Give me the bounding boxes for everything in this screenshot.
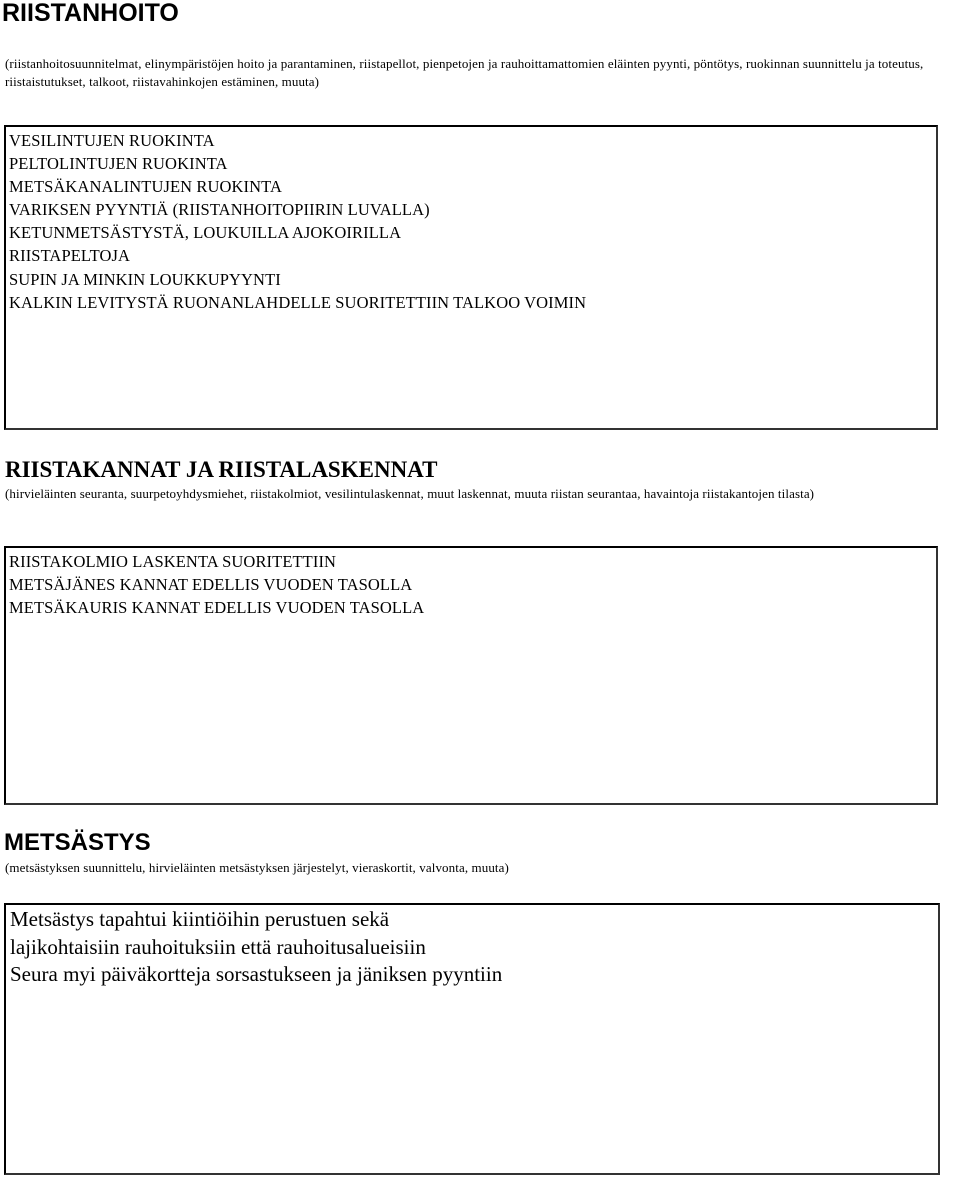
section-title-riistanhoito: RIISTANHOITO [2, 0, 179, 27]
section-title-riistakannat: RIISTAKANNAT JA RIISTALASKENNAT [5, 457, 438, 482]
list-riistanhoito [9, 129, 586, 314]
list-item: VARIKSEN PYYNTIÄ (RIISTANHOITOPIIRIN LUVALLA) [9, 200, 430, 220]
list-item: METSÄJÄNES KANNAT EDELLIS VUODEN TASOLLA [9, 575, 413, 595]
list-item: RIISTAKOLMIO LASKENTA SUORITETTIIN [9, 552, 337, 571]
section-subtitle-metsastys: (metsästyksen suunnittelu, hirvieläinten metsästyksen järjestelyt, vieraskortit, valvonta, muuta) [5, 860, 509, 875]
list-metsastys [10, 906, 502, 989]
list-item: METSÄKANALINTUJEN RUOKINTA [9, 177, 283, 197]
list-item: KALKIN LEVITYSTÄ RUONANLAHDELLE SUORITETTIIN TALKOO VOIMIN [9, 292, 587, 312]
section-subtitle-riistakannat: (hirvieläinten seuranta, suurpetoyhdysmiehet, riistakolmiot, vesilintulaskennat, muut laskennat, muuta riistan seurantaa, havaintoja riistakantojen tilasta) [5, 486, 815, 501]
section-subtitle-riistanhoito: (riistanhoitosuunnitelmat, elinympäristöjen hoito ja parantaminen, riistapellot, pienpetojen ja rauhoittamattomien eläinten pyynti, pöntötys, ruokinnan suunnittelu ja toteutus, riistaistutukset, talkoot, riistavahinkojen estäminen, muuta) [5, 56, 924, 89]
list-item: RIISTAPELTOJA [9, 246, 130, 266]
list-item: METSÄKAURIS KANNAT EDELLIS VUODEN TASOLLA [9, 598, 425, 618]
list-item: VESILINTUJEN RUOKINTA [9, 131, 215, 150]
list-item: lajikohtaisiin rauhoituksiin että rauhoitusalueisiin [10, 934, 426, 959]
list-item: Seura myi päiväkortteja sorsastukseen ja jäniksen pyyntiin [10, 962, 503, 986]
list-item: KETUNMETSÄSTYSTÄ, LOUKUILLA AJOKOIRILLA [9, 223, 402, 243]
list-item: PELTOLINTUJEN RUOKINTA [9, 154, 228, 174]
list-item: Metsästys tapahtui kiintiöihin perustuen sekä [10, 907, 390, 931]
list-riistakannat [9, 550, 424, 619]
section-title-metsastys: METSÄSTYS [4, 829, 151, 856]
list-item: SUPIN JA MINKIN LOUKKUPYYNTI [9, 269, 281, 289]
